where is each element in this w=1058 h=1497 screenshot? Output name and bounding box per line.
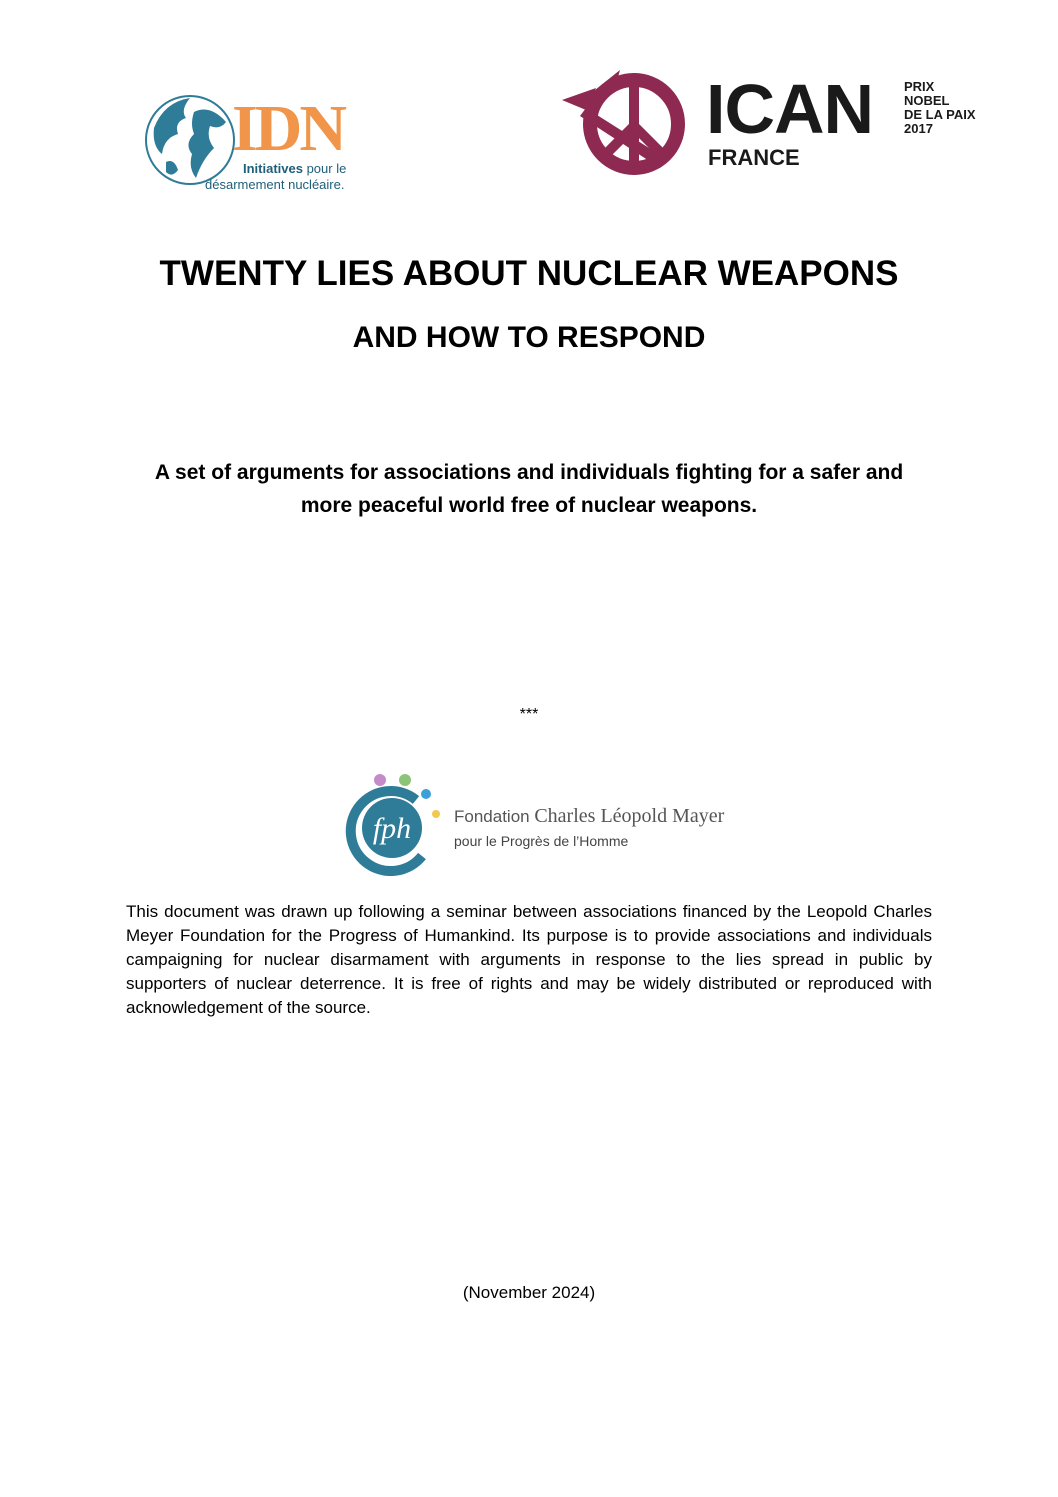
idn-wordmark: IDN [232,92,345,165]
ican-france-logo [556,64,996,182]
document-title: TWENTY LIES ABOUT NUCLEAR WEAPONS [159,254,899,293]
fph-tagline: pour le Progrès de l’Homme [454,833,629,849]
fph-emblem-icon [338,770,448,876]
fph-monogram: fph [372,812,412,845]
ican-country: FRANCE [708,145,800,170]
fph-foundation-name: Fondation Charles Léopold Mayer [454,805,725,827]
idn-logo [140,88,360,198]
intro-statement: A set of arguments for associations and individuals fighting for a safer and more peaceful world free of nuclear weapons. [154,461,904,517]
document-subtitle: AND HOW TO RESPOND [352,321,706,354]
section-separator: *** [519,706,539,723]
globe-icon [140,88,240,188]
ican-wordmark: ICAN [706,70,874,148]
fph-logo [338,770,738,876]
body-paragraph: This document was drawn up following a seminar between associations financed by the Leopold Charles Meyer Foundation for the Progress of Humankind. Its purpose is to provide associations and individuals campaigning for nuclear disarmament with arguments in response to the lies spread in public by supporters of nuclear deterrence. It is free of rights and may be widely distributed or reproduced with acknowledgement of the source. [126,902,932,1017]
nobel-prize-label: PRIX NOBEL DE LA PAIX 2017 [904,79,976,136]
ican-peace-emblem-icon [556,64,686,182]
publication-date: (November 2024) [462,1283,596,1302]
idn-tagline: Initiatives pour le [243,161,347,176]
idn-tagline-line2: désarmement nucléaire. [205,177,345,192]
